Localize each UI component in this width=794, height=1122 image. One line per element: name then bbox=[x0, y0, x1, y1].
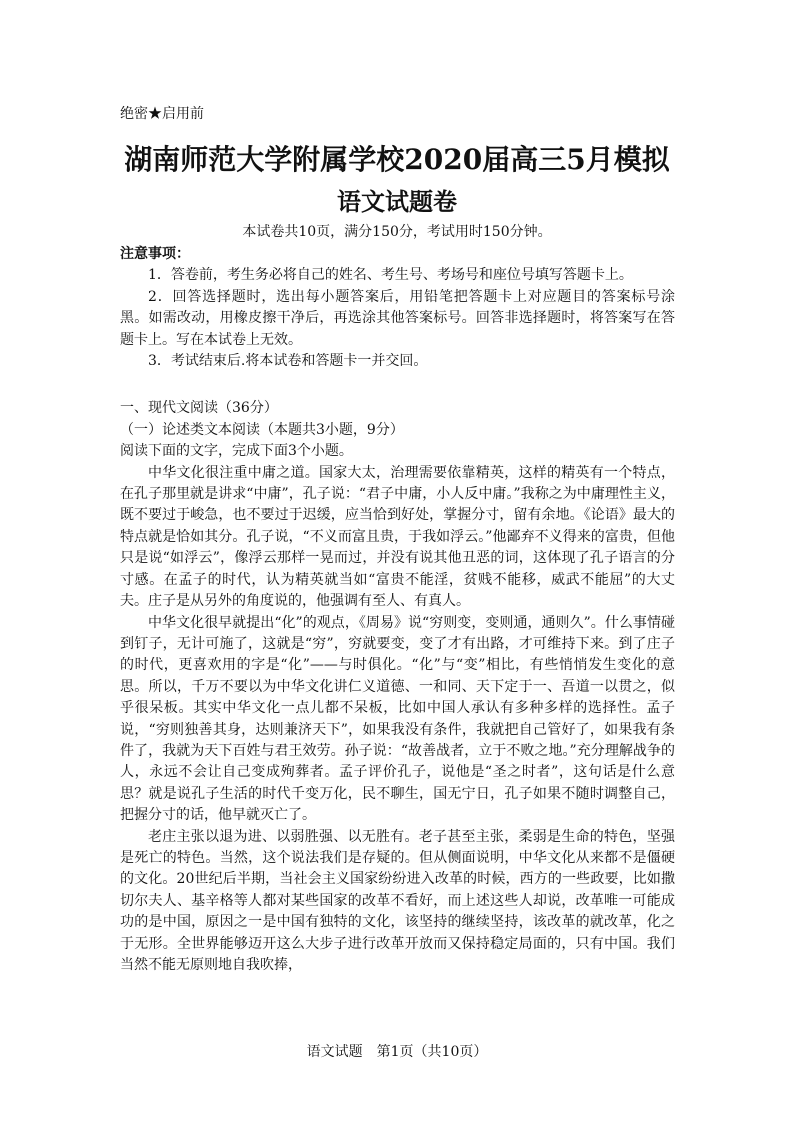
note-item-3: 3．考试结束后.将本试卷和答题卡一并交回。 bbox=[148, 353, 428, 370]
exam-title: 湖南师范大学附属学校2020届高三5月模拟 bbox=[124, 143, 670, 176]
section-spacer bbox=[120, 372, 675, 398]
passage-paragraph-2: 中华文化很早就提出“化”的观点，《周易》说“穷则变，变则通，通则久”。什么事情碰到钉子，无计可施了，这就是“穷”，穷就要变，变了才有出路，才可维持下来。到了庄子的时代，更喜欢用的字是“化”——与时俱化。“化”与“变”相比，有些悄悄发生变化的意思。所以，千万不要以为中华文化讲仁义道德、一和同、天下定于一、吾道一以贯之，似乎很呆板。其实中华文化一点儿都不呆板，比如中国人承认有多种多样的选择性。孟子说，“穷则独善其身，达则兼济天下”，如果我没有条件，我就把自己管好了，如果我有条件了，我就为天下百姓与君王效劳。孙子说：“故善战者，立于不败之地。”充分理解战争的人，永远不会让自己变成殉葬者。孟子评价孔子，说他是“圣之时者”，这句话是什么意思？就是说孔子生活的时代千变万化，民不聊生，国无宁日，孔子如果不随时调整自己，把握分寸的话，他早就灭亡了。 bbox=[120, 614, 675, 824]
notes-heading: 注意事项： bbox=[120, 246, 190, 262]
exam-body bbox=[120, 244, 675, 976]
exam-info: 本试卷共10页，满分150分，考试用时150分钟。 bbox=[242, 224, 552, 240]
reading-instruction: 阅读下面的文字，完成下面3个小题。 bbox=[120, 443, 353, 460]
subsection-heading: （一）论述类文本阅读（本题共3小题，9分） bbox=[120, 421, 404, 438]
passage-paragraph-1: 中华文化很注重中庸之道。国家大太，治理需要依靠精英，这样的精英有一个特点，在孔子那里就是讲求“中庸”，孔子说：“君子中庸，小人反中庸。”我称之为中庸理性主义，既不要过于峻急，也不要过于迟缓，应当恰到好处，掌握分寸，留有余地。《论语》最大的特点就是恰如其分。孔子说，“不义而富且贵，于我如浮云。”他鄙弃不义得来的富贵，但他只是说“如浮云”，像浮云那样一晃而过，并没有说其他丑恶的词，这体现了孔子语言的分寸感。在孟子的时代，认为精英就当如“富贵不能淫，贫贱不能移，威武不能屈”的大丈夫。庄子是从另外的角度说的，他强调有至人、有真人。 bbox=[120, 464, 675, 610]
note-item-1: 1．答卷前，考生务必将自己的姓名、考生号、考场号和座位号填写答题卡上。 bbox=[148, 267, 633, 284]
passage-paragraph-3: 老庄主张以退为进、以弱胜强、以无胜有。老子甚至主张，柔弱是生命的特色，坚强是死亡的特色。当然，这个说法我们是存疑的。但从侧面说明，中华文化从来都不是僵硬的文化。20世纪后半期，当社会主义国家纷纷进入改革的时候，西方的一些政要，比如撒切尔夫人、基辛格等人都对某些国家的改革不看好，而上述这些人却说，改革唯一可能成功的是中国，原因之一是中国有独特的文化，该坚持的继续坚持，该改革的就改革，化之于无形。全世界能够迈开这么大步子进行改革开放而又保持稳定局面的，只有中国。我们当然不能无原则地自我吹捧， bbox=[120, 828, 675, 973]
section-heading: 一、现代文阅读（36分） bbox=[120, 400, 278, 417]
confidential-mark: 绝密★启用前 bbox=[120, 106, 204, 122]
note-item-2: 2．回答选择题时，选出每小题答案后，用铅笔把答题卡上对应题目的答案标号涂 黑。如需改动，用橡皮擦干净后，再选涂其他答案标号。回答非选择题时，将答案写在答题卡上。写在本试卷上无效。 bbox=[120, 288, 675, 348]
page-footer: 语文试题 第1页（共10页） bbox=[306, 1044, 488, 1060]
exam-subtitle: 语文试题卷 bbox=[337, 187, 457, 216]
